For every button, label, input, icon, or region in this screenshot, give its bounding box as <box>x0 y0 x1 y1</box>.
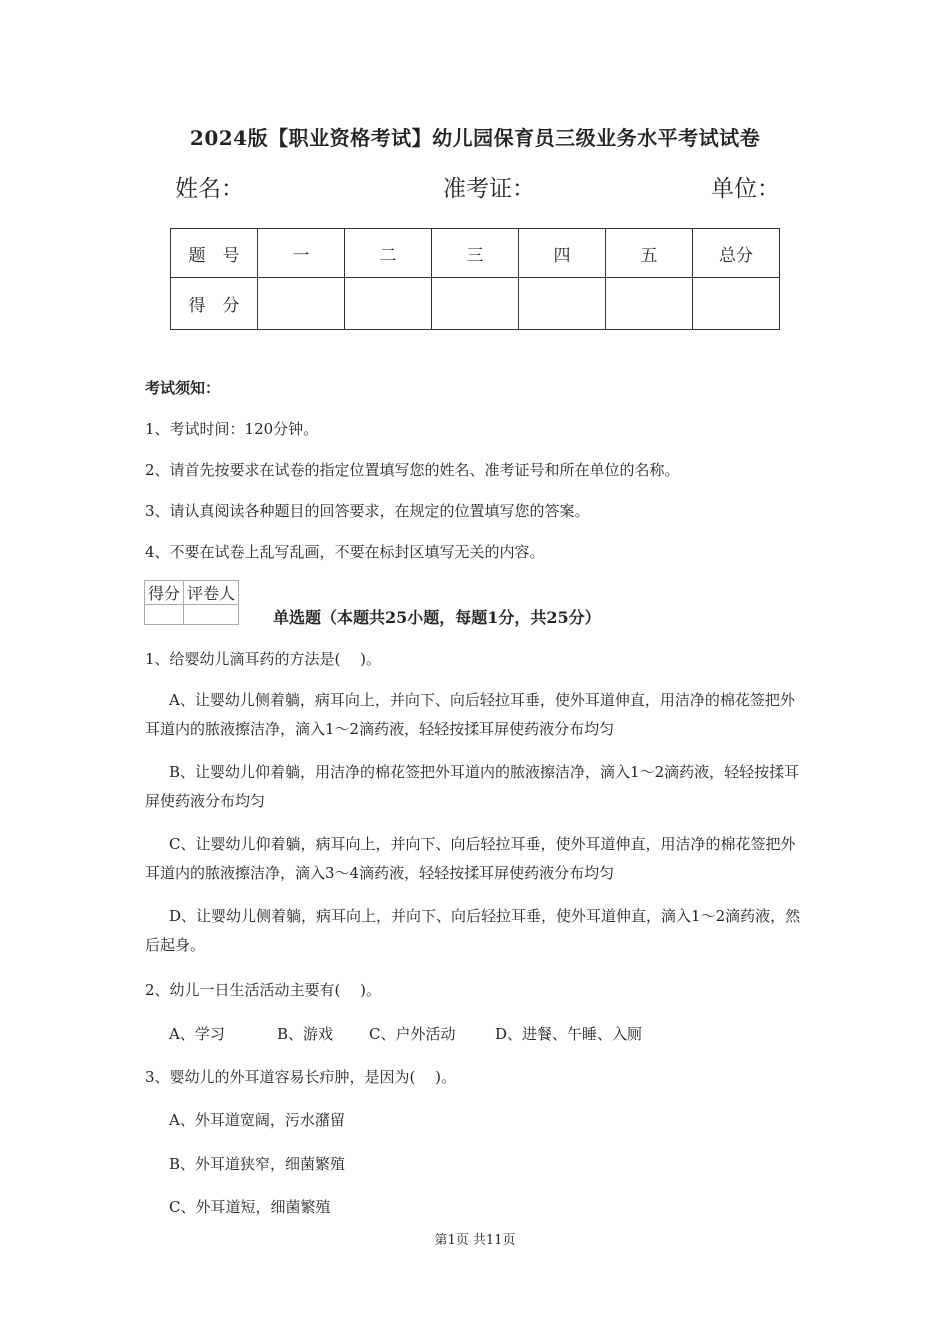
exam-number-field-label: 准考证： <box>443 176 535 202</box>
score-cell <box>432 278 519 330</box>
grader-box-grader-cell <box>184 605 239 625</box>
score-header-cell: 总分 <box>693 229 780 278</box>
score-header-cell: 一 <box>258 229 345 278</box>
score-cell <box>693 278 780 330</box>
question-stem: 3、婴幼儿的外耳道容易长疖肿，是因为( )。 <box>145 1068 457 1086</box>
question-stem: 2、幼儿一日生活活动主要有( )。 <box>145 981 382 999</box>
score-cell <box>606 278 693 330</box>
unit-field-label: 单位： <box>711 176 780 202</box>
question-option: B、外耳道狭窄，细菌繁殖 <box>169 1155 346 1173</box>
grader-box-score-label: 得分 <box>145 581 184 605</box>
question-option: C、让婴幼儿仰着躺，病耳向上，并向下、向后轻拉耳垂，使外耳道伸直，用洁净的棉花签把外耳道内的脓液擦洁净，滴入3～4滴药液，轻轻按揉耳屏使药液分布均匀 <box>145 835 796 882</box>
notice-item: 3、请认真阅读各种题目的回答要求，在规定的位置填写您的答案。 <box>145 502 590 520</box>
score-header-cell: 五 <box>606 229 693 278</box>
question-option: A、学习 <box>169 1025 225 1043</box>
notice-item: 4、不要在试卷上乱写乱画，不要在标封区填写无关的内容。 <box>145 543 545 561</box>
question-option: D、进餐、午睡、入厕 <box>495 1025 643 1043</box>
score-row-label: 得 分 <box>171 278 258 330</box>
score-cell <box>519 278 606 330</box>
score-header-cell: 题 号 <box>171 229 258 278</box>
score-cell <box>258 278 345 330</box>
question-option: B、让婴幼儿仰着躺，用洁净的棉花签把外耳道内的脓液擦洁净，滴入1～2滴药液，轻轻按揉耳屏使药液分布均匀 <box>145 763 800 810</box>
score-cell <box>345 278 432 330</box>
section-title: 单选题（本题共25小题，每题1分，共25分） <box>273 608 601 627</box>
score-table <box>170 228 780 330</box>
question-option: D、让婴幼儿侧着躺，病耳向上，并向下、向后轻拉耳垂，使外耳道伸直，滴入1～2滴药液，然后起身。 <box>145 907 801 954</box>
grader-box-score-cell <box>145 605 184 625</box>
question-option: B、游戏 <box>277 1025 334 1043</box>
score-header-cell: 四 <box>519 229 606 278</box>
notice-heading: 考试须知： <box>145 379 221 397</box>
grader-box <box>144 580 239 625</box>
question-option: C、户外活动 <box>369 1025 456 1043</box>
question-option: A、让婴幼儿侧着躺，病耳向上，并向下、向后轻拉耳垂，使外耳道伸直，用洁净的棉花签把外耳道内的脓液擦洁净，滴入1～2滴药液，轻轻按揉耳屏使药液分布均匀 <box>145 691 795 738</box>
question-option: A、外耳道宽阔，污水潴留 <box>169 1111 345 1129</box>
page-footer: 第1页 共11页 <box>434 1233 516 1248</box>
exam-title: 2024版【职业资格考试】幼儿园保育员三级业务水平考试试卷 <box>189 126 761 150</box>
score-table-header-row <box>171 229 780 278</box>
candidate-fields <box>175 170 785 204</box>
grader-box-grader-label: 评卷人 <box>184 581 239 605</box>
notice-item: 1、考试时间：120分钟。 <box>145 420 319 438</box>
score-header-cell: 三 <box>432 229 519 278</box>
score-table-score-row <box>171 278 780 330</box>
score-header-cell: 二 <box>345 229 432 278</box>
question-stem: 1、给婴幼儿滴耳药的方法是( )。 <box>145 650 382 668</box>
question-option: C、外耳道短，细菌繁殖 <box>169 1198 331 1216</box>
name-field-label: 姓名： <box>175 176 244 202</box>
notice-item: 2、请首先按要求在试卷的指定位置填写您的姓名、准考证号和所在单位的名称。 <box>145 461 680 479</box>
